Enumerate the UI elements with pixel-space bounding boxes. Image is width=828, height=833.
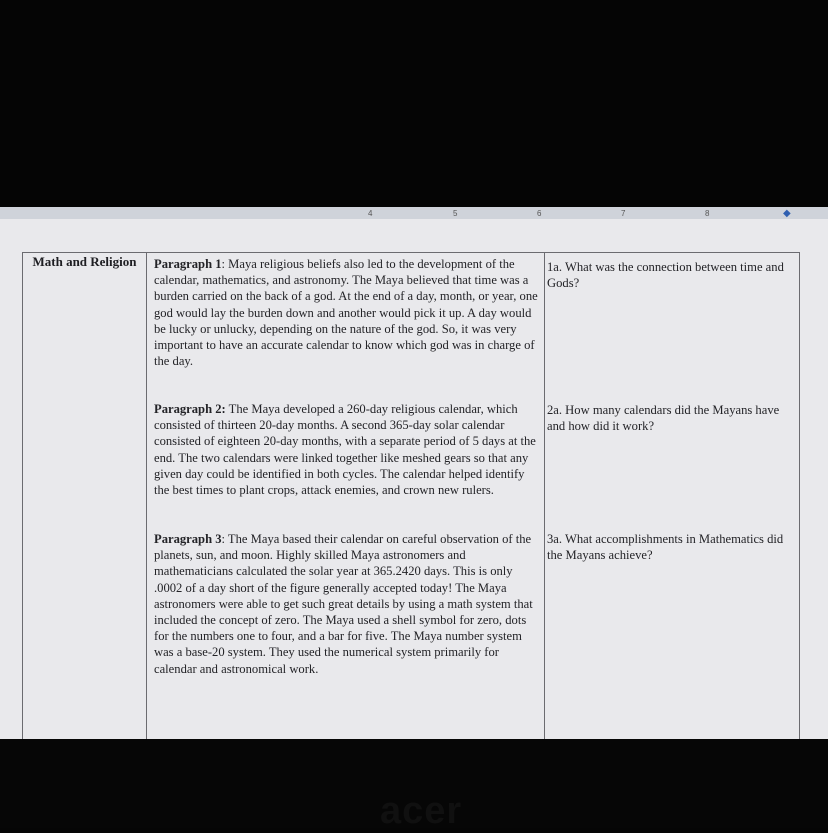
document-page[interactable] [0,219,828,739]
ruler-tick: 4 [368,209,373,218]
paragraph-1-label: Paragraph 1 [154,257,222,271]
question-3a: 3a. What accomplishments in Mathematics did the Mayans achieve? [547,532,784,563]
paragraph-3-text: : The Maya based their calendar on careful observation of the planets, sun, and moon. Highly skilled Maya astronomers and mathematicians calculated the solar year at 365.2420 days. This is only .0002 of a day short of the figure generally accepted today! The Maya astronomers were able to get such great details by using a math system that included the concept of zero. The Maya used a shell symbol for zero, dots for the numbers one to four, and a bar for five. The Maya number system was a base-20 system. They used the numerical system primarily for calendar and astronomical work. [154,532,533,676]
ruler-tick: 5 [453,209,458,218]
paragraph-1-text: : Maya religious beliefs also led to the development of the calendar, mathematics, and astronomy. The Maya believed that time was a burden carried on the back of a god. At the end of a day, month, or year, one god would lay the burden down and another would pick it up. A day would be lucky or unlucky, depending on the nature of the god. So, it was very important to have an accurate calendar to know which god was in charge of the day. [154,257,538,369]
worksheet-table [22,252,800,740]
right-indent-marker-icon[interactable]: ◆ [783,208,791,219]
column-divider [544,253,545,740]
ruler-tick: 7 [621,209,626,218]
paragraph-2-text: The Maya developed a 260-day religious calendar, which consisted of thirteen 20-day months. A second 365-day solar calendar consisted of eighteen 20-day months, with a separate period of 5 days at the end. The two calendars were linked together like meshed gears so that any given day could be identified in both cycles. The calendar helped identify the best times to plant crops, attack enemies, and crown new rulers. [154,402,536,498]
paragraph-3 [154,531,538,677]
topic-cell: Math and Religion [32,254,137,269]
paragraph-2 [154,401,538,498]
question-2a: 2a. How many calendars did the Mayans have and how did it work? [547,403,780,434]
paragraph-3-label: Paragraph 3 [154,532,222,546]
column-divider [146,253,147,740]
ruler-tick: 8 [705,209,710,218]
paragraph-1 [154,256,538,369]
ruler-tick: 6 [537,209,542,218]
paragraph-2-label: Paragraph 2: [154,402,226,416]
monitor-brand-logo: acer [380,790,463,832]
question-1a: 1a. What was the connection between time and Gods? [547,260,784,291]
